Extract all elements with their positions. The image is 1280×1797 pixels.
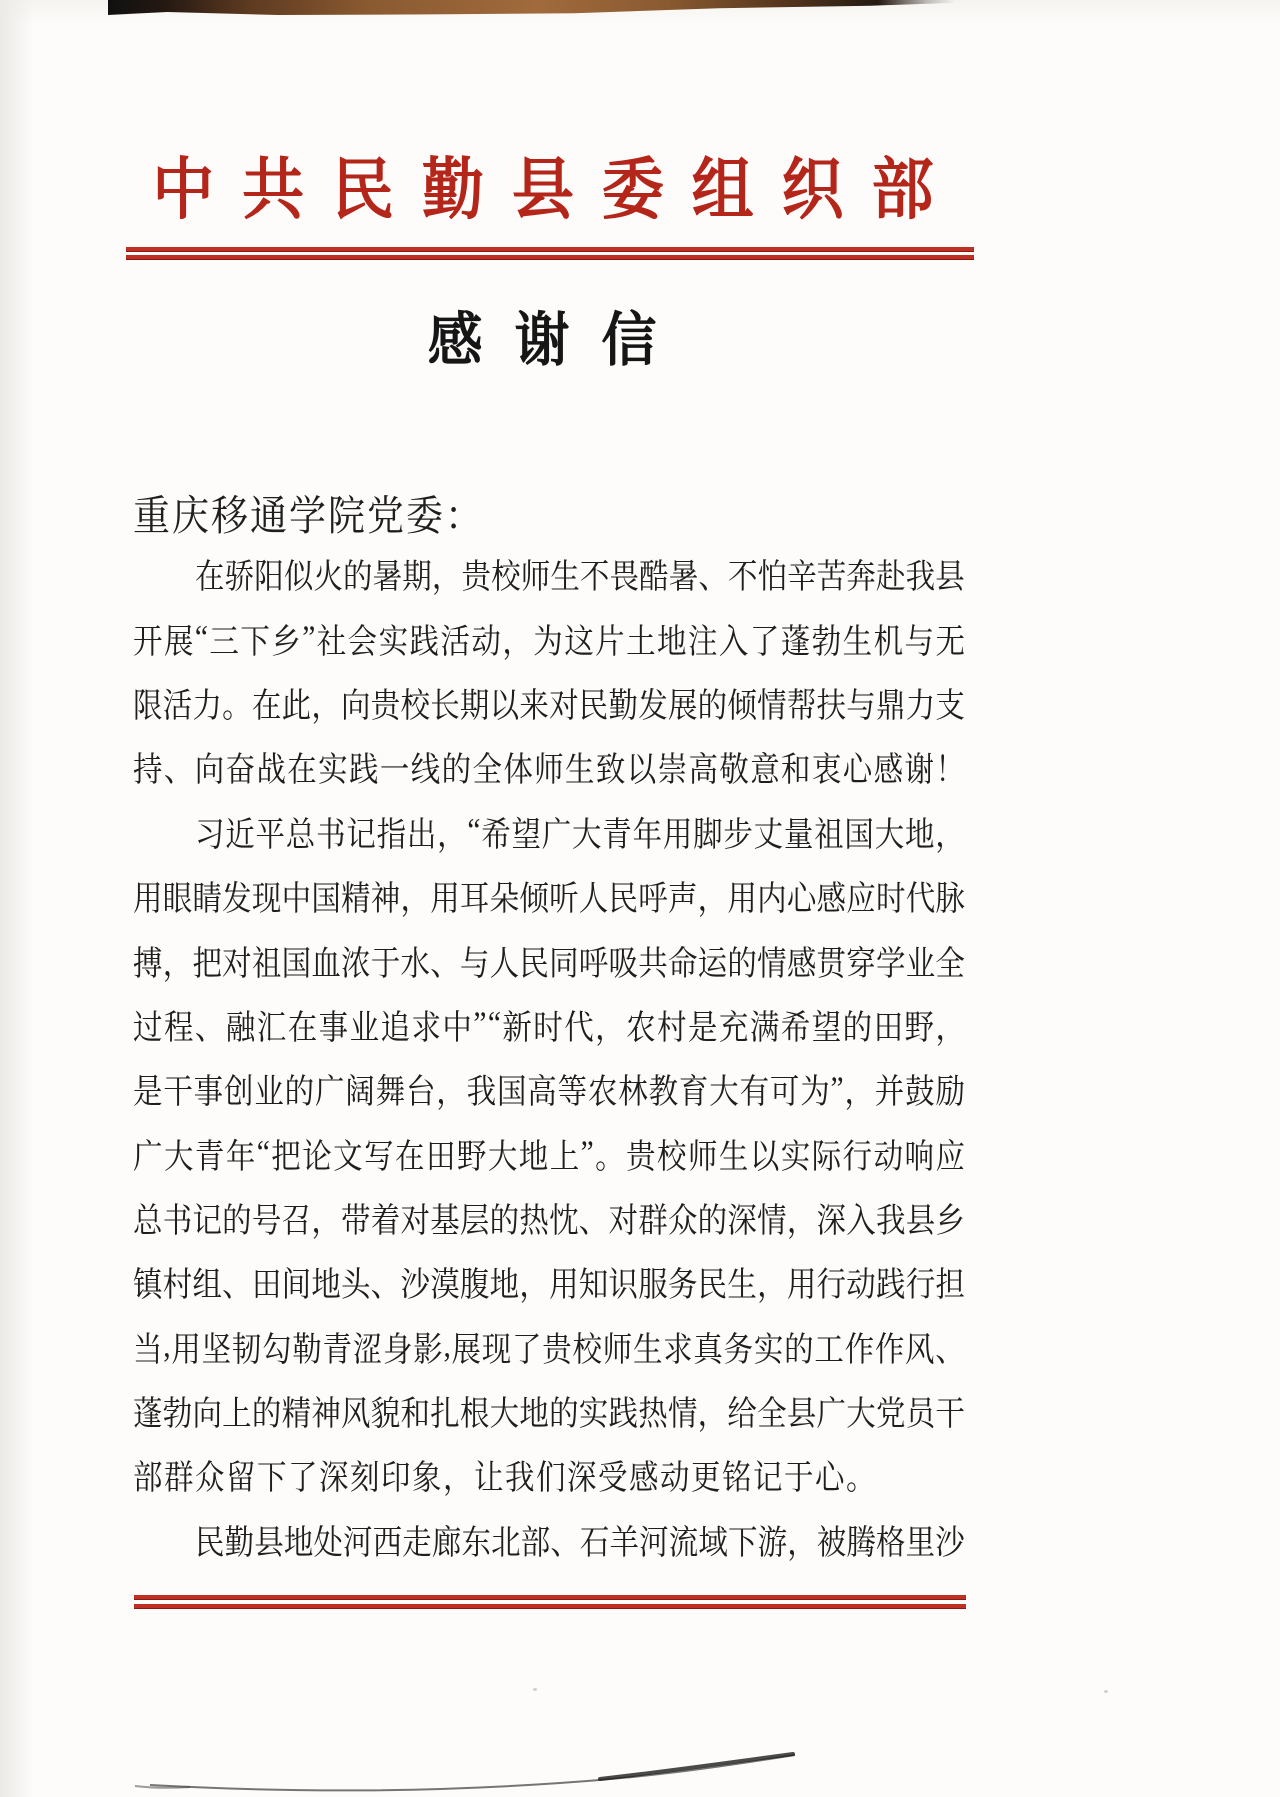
footer-double-rule	[134, 1595, 966, 1609]
body-line: 限 活 力 。 在 此 ， 向 贵 校 长 期 以 来 对 民 勤 发 展 的 倾 情 帮 扶 与 鼎 力 支	[133, 687, 965, 726]
body-line: 开 展 “ 三 下 乡 ” 社 会 实 践 活 动 ， 为 这 片 土 地 注 入 了 蓬 勃 生 机 与 无	[133, 619, 965, 661]
body-line: 过 程 、 融 汇 在 事 业 追 求 中 ” “ 新 时 代 ， 农 村 是 充 满 希 望 的 田 野 ，	[133, 1005, 965, 1047]
letter-body	[133, 542, 965, 1572]
rule-line-lower	[134, 1604, 966, 1609]
body-line: 总 书 记 的 号 召 ， 带 着 对 基 层 的 热 忱 、 对 群 众 的 深 情 ， 深 入 我 县 乡	[133, 1203, 965, 1241]
letter-title: 感谢信	[427, 307, 689, 373]
body-line: 用 眼 睛 发 现 中 国 精 神 ， 用 耳 朵 倾 听 人 民 呼 声 ， 用 内 心 感 应 时 代 脉	[133, 881, 965, 919]
body-line: 搏 ， 把 对 祖 国 血 浓 于 水 、 与 人 民 同 呼 吸 共 命 运 的 情 感 贯 穿 学 业 全	[133, 945, 965, 983]
body-line: 民 勤 县 地 处 河 西 走 廊 东 北 部 、 石 羊 河 流 域 下 游 ， 被 腾 格 里 沙	[195, 1524, 965, 1563]
scan-speck	[533, 1688, 537, 1691]
body-line: 持 、 向 奋 战 在 实 践 一 线 的 全 体 师 生 致 以 崇 高 敬 意 和 衷 心 感 谢 ！	[133, 752, 965, 790]
body-line: 在 骄 阳 似 火 的 暑 期 ， 贵 校 师 生 不 畏 酷 暑 、 不 怕 辛 苦 奔 赴 我 县	[195, 559, 965, 597]
scan-pencil-stroke-artifact	[0, 1737, 1280, 1797]
salutation: 重庆移通学院党委：	[133, 494, 484, 541]
letterhead-org-name: 中共民勤县委组织部	[152, 154, 962, 228]
body-line: 镇 村 组 、 田 间 地 头 、 沙 漠 腹 地 ， 用 知 识 服 务 民 生 ， 用 行 动 践 行 担	[133, 1267, 965, 1305]
body-line: 广 大 青 年 “ 把 论 文 写 在 田 野 大 地 上 ” 。 贵 校 师 生 以 实 际 行 动 响 应	[133, 1134, 965, 1176]
scan-edge-smudge-artifact	[108, 0, 956, 15]
body-line: 习 近 平 总 书 记 指 出 ， “ 希 望 广 大 青 年 用 脚 步 丈 量 祖 国 大 地 ，	[195, 812, 965, 854]
body-line: 部群众留下了深刻印象，让我们深受感动更铭记于心。	[133, 1460, 878, 1498]
body-line: 是 干 事 创 业 的 广 阔 舞 台 ， 我 国 高 等 农 林 教 育 大 有 可 为 ” ， 并 鼓 励	[133, 1070, 965, 1112]
rule-line-lower	[126, 255, 974, 260]
body-line: 当 , 用 坚 韧 勾 勒 青 涩 身 影 , 展 现 了 贵 校 师 生 求 真 务 实 的 工 作 作 风 、	[133, 1327, 965, 1369]
body-line: 蓬 勃 向 上 的 精 神 风 貌 和 扎 根 大 地 的 实 践 热 情 ， 给 全 县 广 大 党 员 干	[133, 1396, 965, 1434]
letterhead-double-rule	[126, 247, 974, 260]
scan-speck	[1104, 1690, 1108, 1693]
